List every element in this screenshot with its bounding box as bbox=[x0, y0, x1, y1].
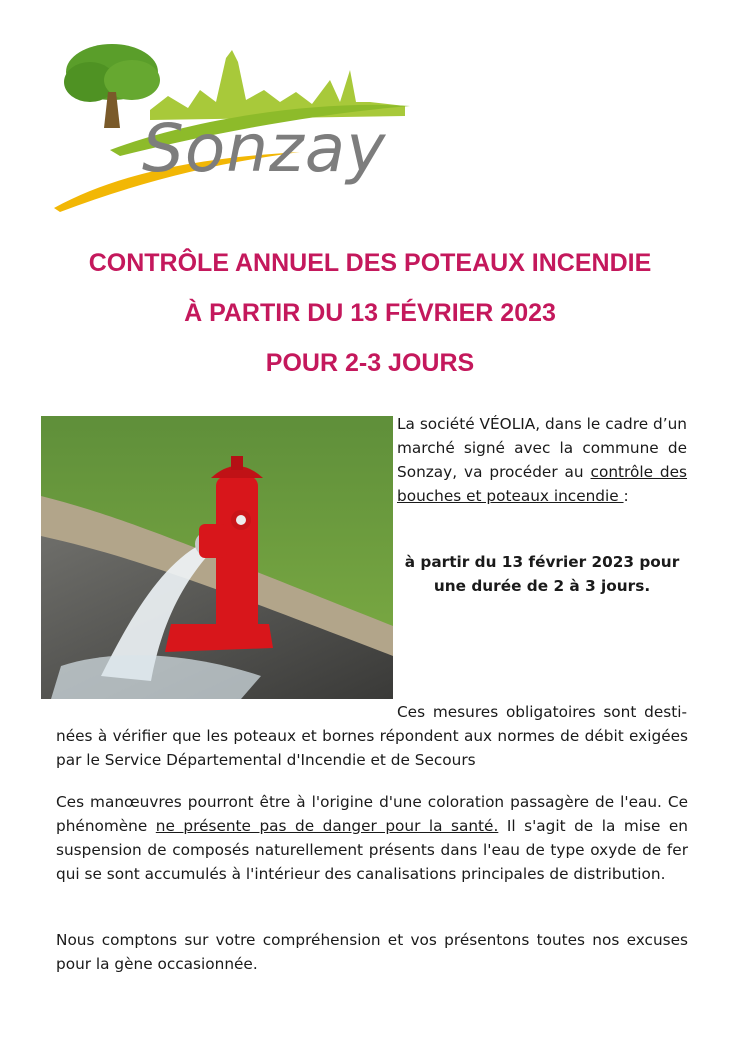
intro-colon: : bbox=[623, 487, 629, 505]
announcement-titles bbox=[0, 248, 740, 398]
title-line-3: POUR 2-3 JOURS bbox=[265, 349, 475, 377]
dates-block bbox=[397, 550, 687, 598]
dates-line-2: une durée de 2 à 3 jours. bbox=[433, 577, 651, 595]
title-line-1: CONTRÔLE ANNUEL DES POTEAUX INCENDIE bbox=[88, 249, 652, 277]
fire-hydrant-photo bbox=[41, 416, 393, 699]
paragraph-2-after: Il s'agit de la mise en suspension de composés naturellement présents dans l'eau de type oxyde de fer qui se sont accumulés à l'intérieur des canalisations principales de distribution. bbox=[56, 817, 688, 883]
title-line-2: À PARTIR DU 13 FÉVRIER 2023 bbox=[184, 299, 556, 327]
paragraph-2-underlined: ne présente pas de danger pour la santé. bbox=[155, 817, 499, 835]
intro-text: La société VÉOLIA, dans le cadre d’un marché signé avec la commune de Sonzay, va procéder au bbox=[397, 415, 687, 481]
paragraph-2-before: Ces manœuvres pourront être à l'origine d'une coloration passagère de l'eau. Ce phénomène bbox=[56, 793, 688, 835]
logo-wordmark: Sonzay bbox=[142, 110, 387, 187]
intro-paragraph bbox=[397, 412, 687, 508]
intro-underlined: contrôle des bouches et poteaux incendie bbox=[397, 463, 688, 505]
paragraph-1-rest: nées à vérifier que les poteaux et bornes répondent aux normes de débit exigées par le Service Départemental d'Incendie et de Secours bbox=[56, 727, 688, 769]
paragraph-1-start: Ces mesures obligatoires sont desti- bbox=[397, 703, 687, 721]
paragraph-2 bbox=[56, 790, 688, 886]
paragraph-3: Nous comptons sur votre compréhension et vos présentons toutes nos excuses pour la gène occasionnée. bbox=[56, 931, 688, 973]
dates-line-1: à partir du 13 février 2023 pour bbox=[404, 553, 680, 571]
